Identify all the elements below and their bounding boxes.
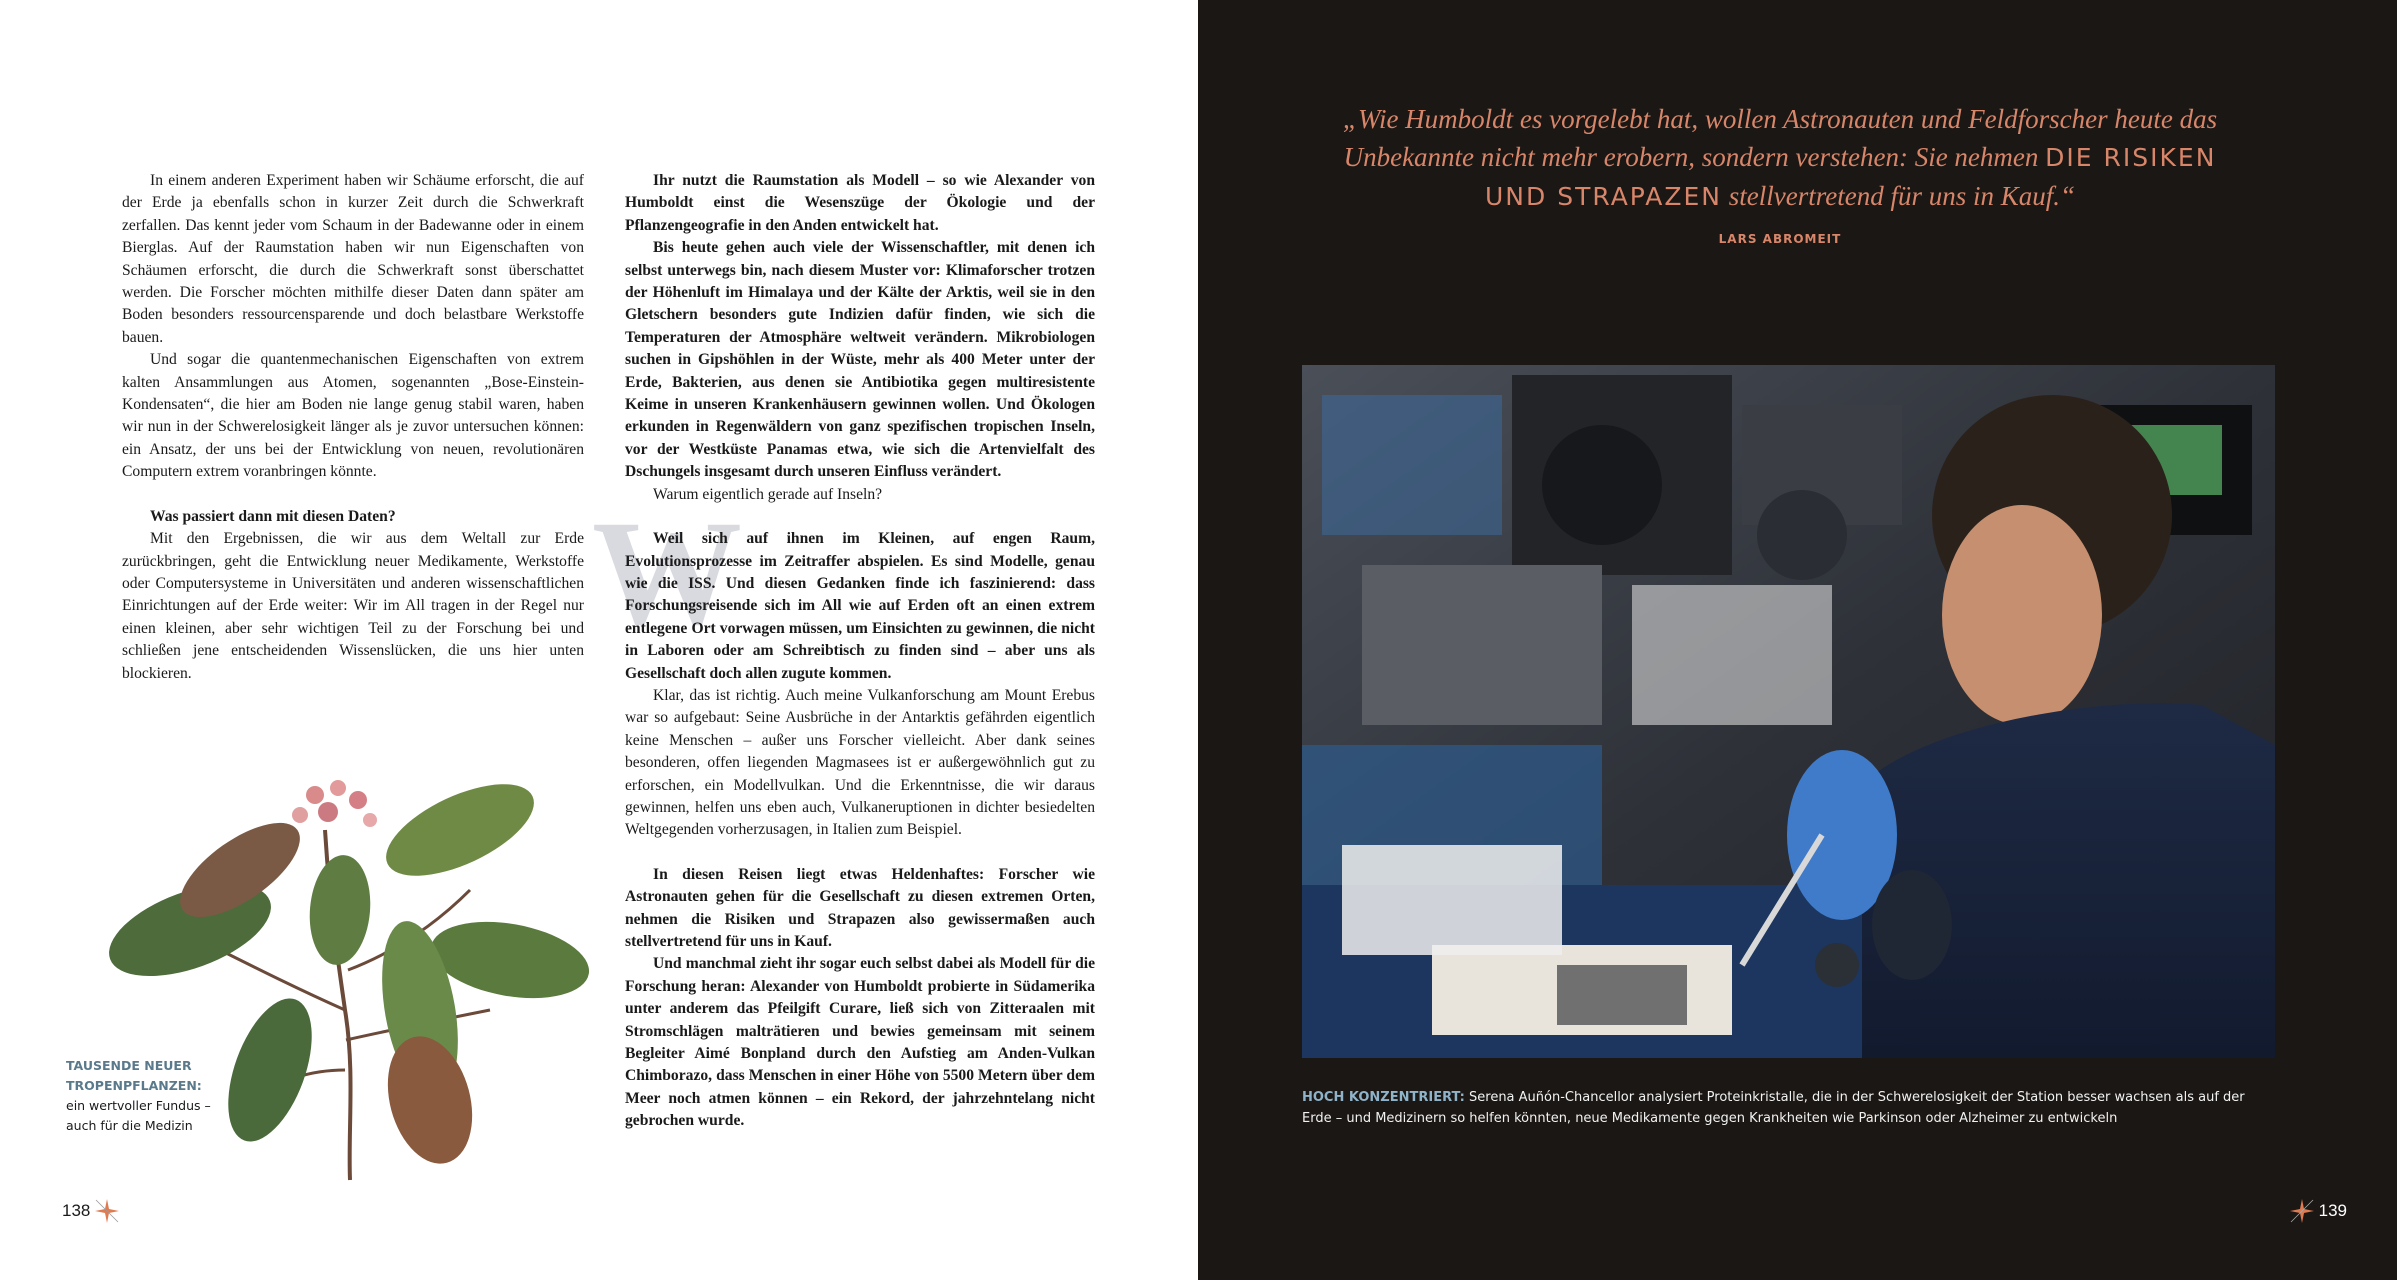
caption-text: ein wertvoller Fundus – auch für die Medizin [66, 1098, 211, 1133]
interview-question: Warum eigentlich gerade auf Inseln? [653, 485, 883, 503]
photo-caption [1302, 1087, 2262, 1129]
paragraph-answer-bold: Weil sich auf ihnen im Kleinen, auf engen Raum, Evolutionsprozesse im Zeitraffer abspielen. Es sind Modelle, genau wie die ISS. Und diesen Gedanken finde ich faszinierend: dass Forschungsreisende sich im All wie auf Erden oft an einen extrem entlegene Ort vorwagen müssen, um Einsichten zu gewinnen, die nicht in Laboren oder am Schreibtisch zu finden sind – aber uns als Gesellschaft doch allen zugute kommen. [625, 530, 1095, 682]
text-column-1 [122, 170, 584, 685]
caption-text: Serena Auñón-Chancellor analysiert Proteinkristalle, die in der Schwerelosigkeit der Station besser wachsen als auf der Erde – und Medizinern so helfen könnten, neue Medikamente gegen Krankheiten wie Parkinson oder Alzheimer zu entwickeln [1302, 1090, 2245, 1126]
quote-text-part1: „Wie Humboldt es vorgelebt hat, wollen Astronauten und Feldforscher heute das Unbekannte nicht mehr erobern, sondern verstehen: Sie nehmen [1342, 104, 2218, 172]
interview-question: Was passiert dann mit diesen Daten? [150, 507, 396, 525]
paragraph-answer-bold: Und manchmal zieht ihr sogar euch selbst dabei als Modell für die Forschung heran: Alexander von Humboldt probierte in Südamerika unter anderem das Pfeilgift Curare, ließ sich von Zitteraalen mit Stromschlägen malträtieren und bewies gemeinsam mit seinem Begleiter Aimé Bonpland durch den Aufstieg am Anden-Vulkan Chimborazo, dass Menschen in einer Höhe von 5500 Metern über dem Meer noch atmen können – ein Rekord, der jahrzehntelang nicht gebrochen wurde. [625, 955, 1095, 1130]
paragraph: In einem anderen Experiment haben wir Schäume erforscht, die auf der Erde ja ebenfalls schon in kurzer Zeit durch die Schwerkraft zerfallen. Das kennt jeder vom Schaum in der Badewanne oder in einem Bierglas. Auf der Raumstation haben wir nun Eigenschaften von Schäumen erforscht, die durch die Schwerkraft sonst überschattet werden. Die Forscher möchten mithilfe dieser Daten dann später am Boden besonders ressourcensparende und doch belastbare Werkstoffe bauen. [122, 172, 584, 346]
star-icon [2289, 1198, 2315, 1224]
pull-quote [1340, 100, 2220, 216]
paragraph-answer-bold: Bis heute gehen auch viele der Wissenschaftler, mit denen ich selbst unterwegs bin, nach diesem Muster vor: Klimaforscher trotzen der Höhenluft im Himalaya und der Kälte der Arktis, weil sie in den Gletschern besonders gute Indizien dafür finden, wie sich die Temperaturen der Atmosphäre weltweit verändern. Mikrobiologen suchen in Gipshöhlen in der Wüste, mehr als 400 Meter unter der Erde, Bakterien, aus denen sie Antibiotika gegen multiresistente Keime in unseren Krankenhäusern gewinnen wollen. Und Ökologen erkunden in Regenwäldern von ganz spezifischen tropischen Inseln, vor der Westküste Panamas etwa, wie sich die Artenvielfalt des Dschungels insgesamt durch unseren Einfluss verändert. [625, 239, 1095, 481]
page-number: 139 [2318, 1201, 2347, 1220]
caption-highlight: HOCH KONZENTRIERT: [1302, 1090, 1465, 1105]
caption-highlight: TAUSENDE NEUER TROPENPFLANZEN: [66, 1058, 202, 1093]
plant-caption [66, 1056, 226, 1136]
paragraph-answer-bold: In diesen Reisen liegt etwas Heldenhaftes: Forscher wie Astronauten gehen für die Gesellschaft zu diesen extremen Orten, nehmen die Risiken und Strapazen also gewissermaßen auch stellvertretend für uns in Kauf. [625, 865, 1095, 950]
paragraph: Klar, das ist richtig. Auch meine Vulkanforschung am Mount Erebus war so aufgebaut: Seine Ausbrüche in der Antarktis gefährden eigentlich keine Menschen – außer uns Forscher vielleicht. Aber dank seines besonderen, offen liegenden Magmasees ist er außergewöhnlich gut zu erforschen, ein Modellvulkan. Und die Erkenntnisse, die wir daraus gewinnen, helfen uns eben auch, Vulkaneruptionen in dichter besiedelten Weltgegenden vorherzusagen, in Italien zum Beispiel. [625, 686, 1095, 839]
interview-question: Ihr nutzt die Raumstation als Modell – so wie Alexander von Humboldt einst die Wesenszüge der Ökologie und der Pflanzengeografie in den Anden entwickelt hat. [625, 172, 1095, 234]
page-number-right [2289, 1198, 2347, 1224]
quote-text-part2: stellvertretend für uns in Kauf.“ [1728, 181, 2075, 211]
quote-author: LARS ABROMEIT [1718, 232, 1842, 246]
page-number-left [62, 1198, 120, 1224]
left-page [0, 0, 1198, 1280]
text-column-2 [625, 170, 1095, 1133]
paragraph: Mit den Ergebnissen, die wir aus dem Weltall zur Erde zurückbringen, geht die Entwicklung neuer Medikamente, Werkstoffe oder Computersysteme in Universitäten und anderen wissenschaftlichen Einrichtungen auf der Erde weiter: Wir im All tragen in der Regel nur einen kleinen, aber sehr wichtigen Teil zu der Forschung bei und schließen jene entscheidenden Wissenslücken, die uns hier unten blockieren. [122, 530, 584, 682]
paragraph: Und sogar die quantenmechanischen Eigenschaften von extrem kalten Ansammlungen aus Atomen, sogenannten „Bose-Einstein-Kondensaten“, die hier am Boden nie lange genug stabil waren, haben wir nun in der Schwerelosigkeit länger als je zuvor untersuchen können: ein Ansatz, der uns bei der Entwicklung von neuen, revolutionären Computern extrem voranbringen könnte. [122, 351, 584, 481]
page-number: 138 [62, 1201, 91, 1220]
decorative-dropcap: W [592, 490, 742, 656]
astronaut-photo [1302, 365, 2275, 1058]
quote-caps: DIE RISIKEN UND STRAPAZEN [1485, 143, 2217, 211]
star-icon [94, 1198, 120, 1224]
